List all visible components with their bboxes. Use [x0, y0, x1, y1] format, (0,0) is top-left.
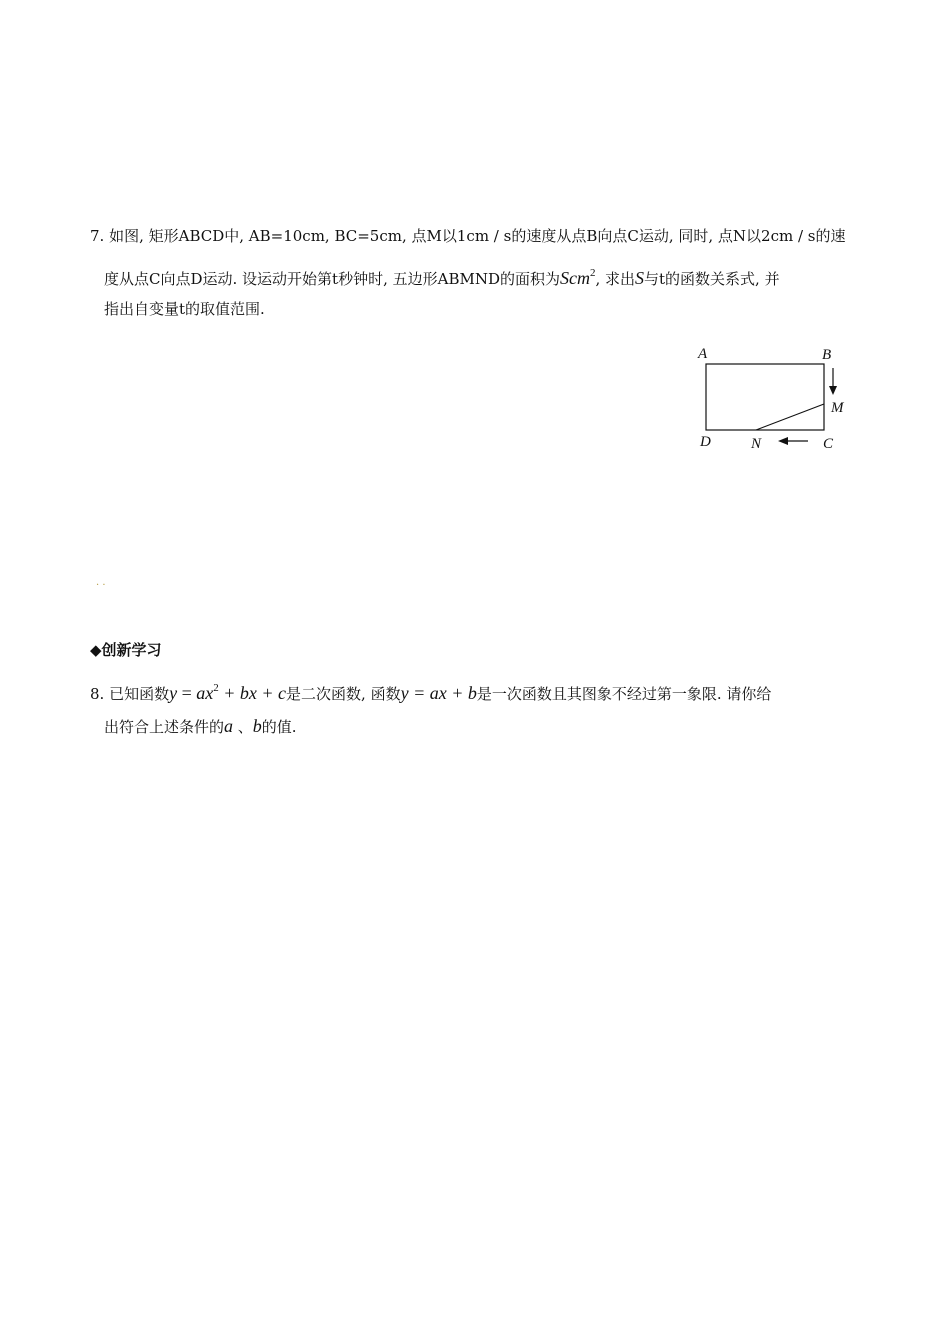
arrow-b-to-c-head [829, 386, 837, 395]
problem8-line1-text-c: 是一次函数且其图象不经过第一象限. 请你给 [476, 685, 772, 703]
arrow-c-to-d-head [778, 437, 788, 445]
label-m: M [831, 400, 844, 416]
problem8-line1-text-a: 8. 已知函数 [90, 685, 170, 703]
label-n: N [751, 436, 762, 452]
label-d: D [700, 434, 711, 450]
area-expression: Scm$^2$ [559, 267, 596, 288]
variable-a: a [224, 716, 234, 736]
section-title: ◆创新学习 [90, 641, 162, 659]
equation-linear: y = ax + b [400, 683, 477, 703]
problem7-line1: 7. 如图, 矩形ABCD中, AB=10cm, BC=5cm, 点M以1cm / s的速度从点B向点C运动, 同时, 点N以2cm / s的速 [90, 227, 846, 245]
problem7-line2-text-b: , 求出 [595, 270, 636, 288]
problem7-line3: 指出自变量t的取值范围. [104, 300, 265, 318]
equation-quadratic: $y = ax^2$ + bx + c [169, 682, 287, 703]
rectangle-abcd [706, 364, 824, 430]
problem7-line2-text-c: 与t的函数关系式, 并 [644, 270, 780, 288]
rectangle-figure [690, 340, 860, 460]
label-c: C [823, 436, 834, 452]
problem8-line2-text-b: 的值. [261, 718, 297, 736]
problem8-line1 [90, 678, 771, 704]
problem7-line2-text-a: 度从点C向点D运动. 设运动开始第t秒钟时, 五边形ABMND的面积为 [104, 270, 560, 288]
problem8-line2 [104, 716, 297, 737]
segment-mn [756, 404, 824, 430]
separator: 、 [233, 718, 253, 736]
variable-b: b [252, 716, 262, 736]
problem8-line1-text-b: 是二次函数, 函数 [286, 685, 401, 703]
label-b: B [822, 347, 832, 363]
problem7-line2 [104, 263, 780, 289]
variable-S: S [635, 268, 645, 288]
problem8-line2-text-a: 出符合上述条件的 [104, 718, 225, 736]
label-a: A [698, 346, 708, 362]
artifact-mark: · · [96, 580, 106, 591]
